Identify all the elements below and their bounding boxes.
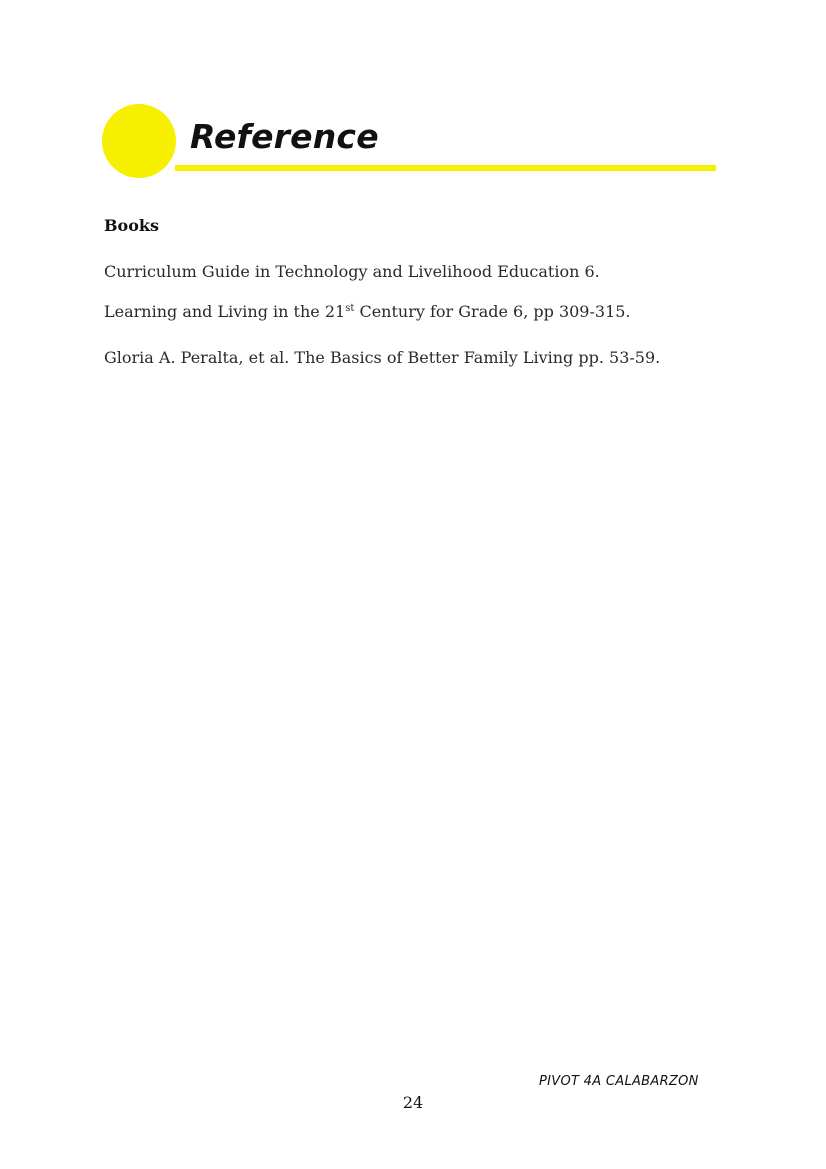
reference-item [104, 302, 631, 321]
reference-text: Century for Grade 6, pp 309-315. [354, 302, 631, 321]
footer-label: PIVOT 4A CALABARZON [539, 1074, 699, 1089]
reference-header [0, 0, 826, 190]
reference-item: Curriculum Guide in Technology and Livelihood Education 6. [104, 262, 600, 281]
reference-superscript: st [345, 303, 355, 314]
page-title: Reference [190, 117, 379, 156]
page-number: 24 [402, 1093, 424, 1112]
yellow-circle-decoration [102, 104, 176, 178]
reference-item: Gloria A. Peralta, et al. The Basics of Better Family Living pp. 53-59. [104, 348, 661, 367]
reference-text: Learning and Living in the 21 [104, 302, 346, 321]
books-heading: Books [104, 216, 159, 235]
title-underline-bar [175, 165, 716, 171]
